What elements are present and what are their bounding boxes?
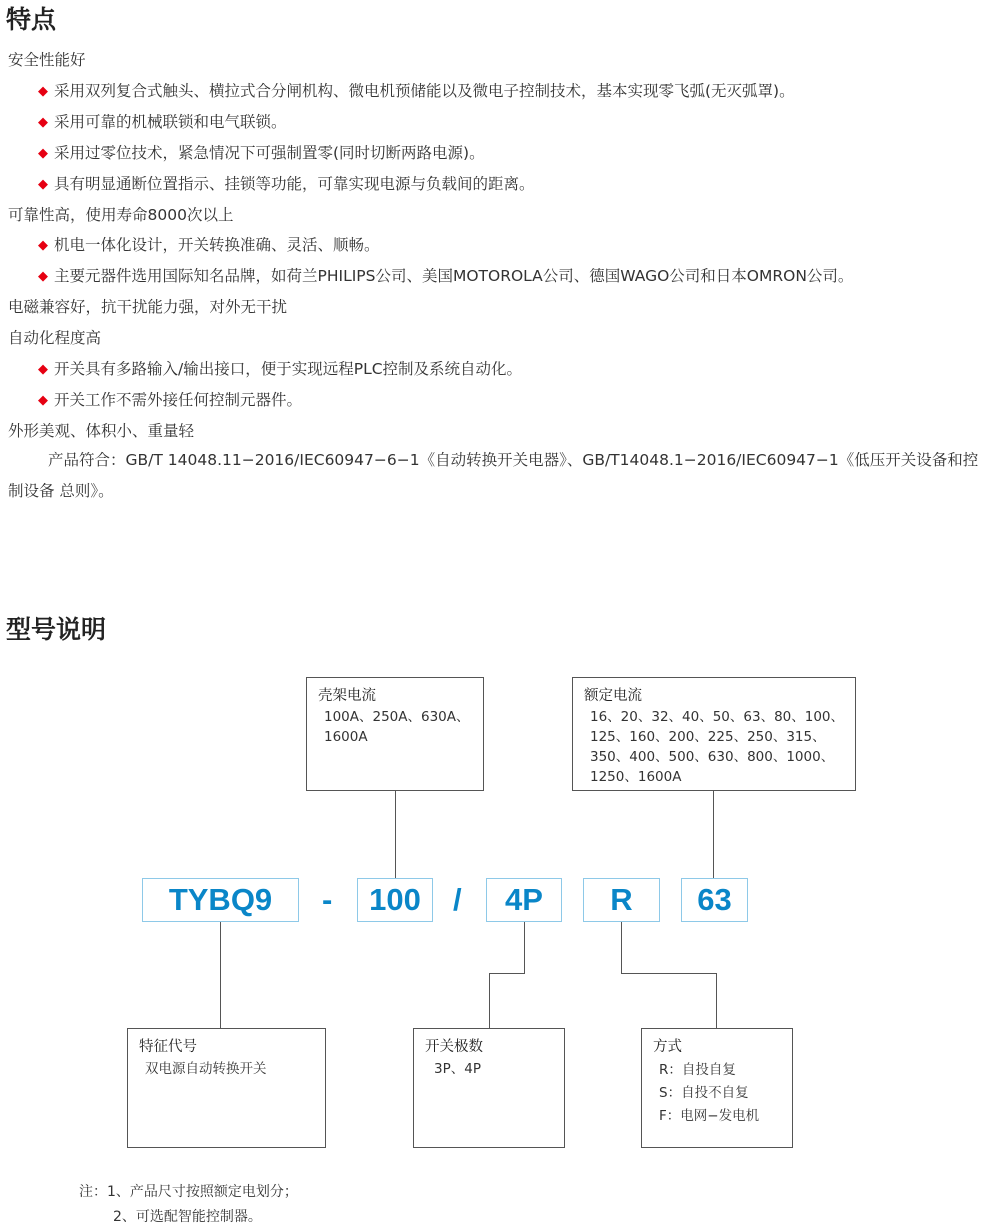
feature-text: 主要元器件选用国际知名品牌，如荷兰PHILIPS公司、美国MOTOROLA公司、德国WAGO公司和日本OMRON公司。	[54, 267, 854, 286]
feature-heading	[8, 296, 287, 318]
series-connector-line	[220, 922, 221, 1028]
feature-heading	[8, 327, 101, 349]
mode-connector-line-c	[716, 973, 717, 1028]
frame-current-box-body: 100A、250A、630A、 1600A	[324, 709, 470, 745]
frame-current-box	[306, 677, 484, 791]
red-diamond-icon: ◆	[38, 145, 48, 161]
series-code-box-title: 特征代号	[139, 1039, 197, 1055]
feature-bullet-item	[38, 111, 287, 135]
poles-connector-line-c	[489, 973, 490, 1028]
note-line-1: 注：1、产品尺寸按照额定电划分；	[79, 1184, 298, 1200]
red-diamond-icon: ◆	[38, 114, 48, 130]
feature-text: 开关工作不需外接任何控制元器件。	[54, 390, 303, 409]
code-frame-current: 100	[357, 878, 433, 922]
features-title: 特点	[6, 5, 57, 34]
red-diamond-icon: ◆	[38, 83, 48, 99]
poles-connector-line-a	[524, 922, 525, 973]
mode-connector-line-b	[621, 973, 716, 974]
code-series: TYBQ9	[142, 878, 299, 922]
note-line-2: 2、可选配智能控制器。	[113, 1209, 262, 1225]
feature-text: 安全性能好	[8, 51, 86, 69]
feature-bullet-item	[38, 142, 485, 166]
code-mode: R	[583, 878, 660, 922]
frame-current-box-title: 壳架电流	[318, 688, 376, 704]
feature-bullet-item	[38, 173, 535, 197]
red-diamond-icon: ◆	[38, 392, 48, 408]
feature-bullet-item	[38, 389, 302, 413]
standard-compliance-text: 产品符合：GB/T 14048.11−2016/IEC60947−6−1《自动转换开关电器》、GB/T14048.1−2016/IEC60947−1《低压开关设备和控制设备 总则》。	[8, 451, 979, 500]
rated-current-box-body: 16、20、32、40、50、63、80、100、 125、160、200、225、250、315、 350、400、500、630、800、1000、 1250、1600A	[590, 709, 845, 785]
poles-box-title: 开关极数	[425, 1039, 483, 1055]
feature-text: 采用双列复合式触头、横拉式合分闸机构、微电机预储能以及微电子控制技术，基本实现零飞弧(无灭弧罩)。	[54, 81, 795, 100]
frame-connector-line	[395, 791, 396, 879]
series-code-box	[127, 1028, 326, 1148]
red-diamond-icon: ◆	[38, 362, 48, 377]
series-code-box-body: 双电源自动转换开关	[145, 1061, 267, 1077]
feature-bullet-item	[38, 234, 380, 258]
mode-box	[641, 1028, 793, 1148]
rated-connector-line	[713, 791, 714, 879]
feature-text: 外形美观、体积小、重量轻	[8, 421, 195, 440]
feature-text: 自动化程度高	[8, 329, 102, 348]
feature-text: 具有明显通断位置指示、挂锁等功能，可靠实现电源与负载间的距离。	[54, 174, 535, 193]
code-poles: 4P	[486, 878, 562, 922]
poles-box	[413, 1028, 565, 1148]
poles-box-body: 3P、4P	[434, 1061, 481, 1077]
mode-box-title: 方式	[653, 1039, 682, 1055]
code-rated-current: 63	[681, 878, 748, 922]
model-title: 型号说明	[6, 615, 107, 644]
feature-bullet-item	[38, 265, 853, 289]
red-diamond-icon: ◆	[38, 176, 48, 192]
feature-bullet-item	[38, 80, 795, 104]
mode-box-body: R：自投自复 S：自投不自复 F：电网−发电机	[659, 1062, 760, 1124]
feature-heading	[8, 204, 233, 226]
code-separator-slash: /	[453, 882, 462, 917]
red-diamond-icon: ◆	[38, 238, 48, 254]
feature-text: 可靠性高，使用寿命8000次以上	[8, 205, 234, 224]
rated-current-box-title: 额定电流	[584, 688, 642, 704]
feature-text: 采用过零位技术，紧急情况下可强制置零(同时切断两路电源)。	[54, 143, 485, 162]
feature-text: 机电一体化设计，开关转换准确、灵活、顺畅。	[54, 236, 380, 255]
feature-text: 开关具有多路输入/输出接口，便于实现远程PLC控制及系统自动化。	[54, 360, 523, 378]
feature-text: 电磁兼容好，抗干扰能力强，对外无干扰	[8, 298, 288, 317]
feature-heading	[8, 420, 194, 442]
poles-connector-line-b	[489, 973, 525, 974]
rated-current-box	[572, 677, 856, 791]
feature-text: 采用可靠的机械联锁和电气联锁。	[54, 112, 287, 131]
code-separator-dash: -	[322, 882, 333, 917]
red-diamond-icon: ◆	[38, 269, 48, 285]
feature-heading	[8, 49, 86, 71]
mode-connector-line-a	[621, 922, 622, 973]
feature-bullet-item	[38, 358, 522, 382]
